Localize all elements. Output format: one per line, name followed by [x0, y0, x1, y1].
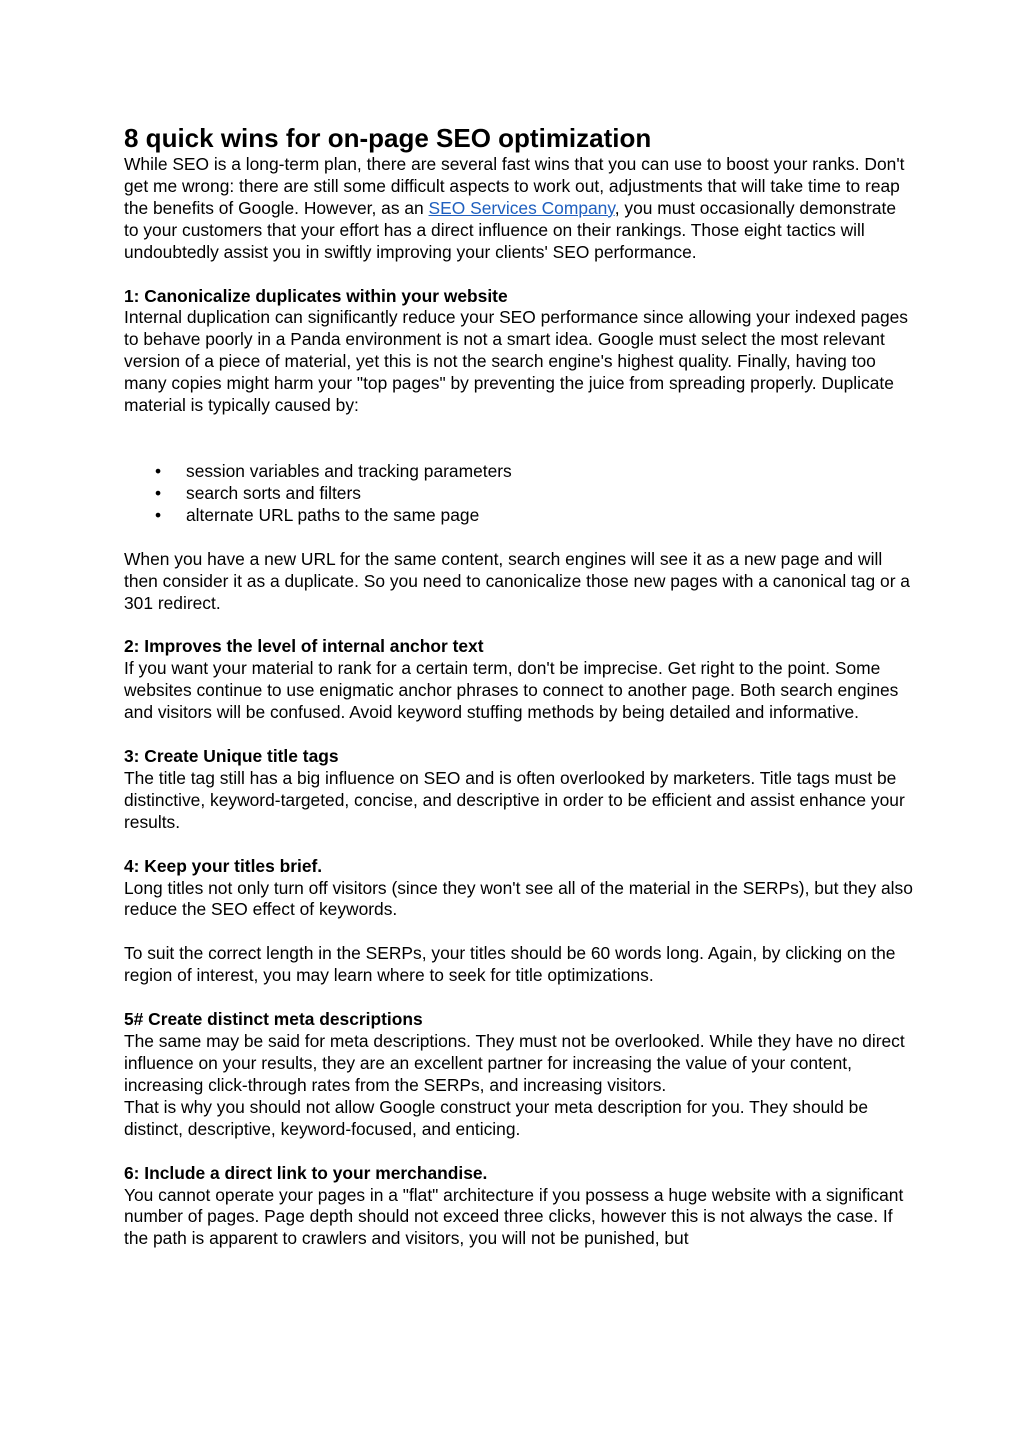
section-5-body: The same may be said for meta descriptions. They must not be overlooked. While they have no direct influence on your results, they are an excellent partner for increasing the value of your content, increasing click-through rates from the SERPs, and increasing visitors. [124, 1031, 905, 1095]
section-2-heading: 2: Improves the level of internal anchor text [124, 636, 484, 657]
list-item-text: session variables and tracking parameters [186, 460, 512, 481]
intro-text-after: , you must occasionally demonstrate to your customers that your effort has a direct influence on their rankings. Those eight tactics will undoubtedly assist you in swiftly improving your clients' SEO performance. [124, 197, 897, 262]
section-4-heading: 4: Keep your titles brief. [124, 855, 323, 876]
spacer [124, 724, 914, 746]
section-4-body-2: To suit the correct length in the SERPs, your titles should be 60 words long. Again, by clicking on the region of interest, you may learn where to seek for title optimizations. [124, 943, 896, 986]
section-4-body: Long titles not only turn off visitors (since they won't see all of the material in the SERPs), but they also reduce the SEO effect of keywords. [124, 877, 913, 920]
section-1-after-list: When you have a new URL for the same content, search engines will see it as a new page and will then consider it as a duplicate. So you need to canonicalize those new pages with a canonical tag or a 301 redirect. [124, 548, 910, 613]
intro-paragraph [124, 154, 914, 264]
spacer [124, 264, 914, 286]
bullet-icon: • [155, 482, 162, 503]
bullet-icon: • [155, 504, 162, 525]
section-2-body: If you want your material to rank for a certain term, don't be imprecise. Get right to the point. Some websites continue to use enigmatic anchor phrases to connect to another page. Both search engines and visitors will be confused. Avoid keyword stuffing methods by being detailed and informative. [124, 658, 899, 723]
section-1-body: Internal duplication can significantly reduce your SEO performance since allowing your indexed pages to behave poorly in a Panda environment is not a smart idea. Google must select the most relevant version of a piece of material, yet this is not the search engine's highest quality. Finally, having too many copies might harm your "top pages" by preventing the juice from spreading properly. Duplicate material is typically caused by: [124, 307, 908, 416]
section-1-heading: 1: Canonicalize duplicates within your website [124, 285, 508, 306]
seo-services-company-link[interactable]: SEO Services Company [428, 197, 615, 218]
section-5-heading: 5# Create distinct meta descriptions [124, 1009, 423, 1030]
list-item-text: alternate URL paths to the same page [186, 504, 480, 525]
spacer [124, 987, 914, 1009]
section-6-body: You cannot operate your pages in a "flat" architecture if you possess a huge website with a significant number of pages. Page depth should not exceed three clicks, however this is not always the case. If the path is apparent to crawlers and visitors, you will not be punished, but [124, 1184, 904, 1249]
spacer [124, 921, 914, 943]
spacer [124, 417, 914, 461]
intro-text-before: While SEO is a long-term plan, there are several fast wins that you can use to boost your ranks. Don't get me wrong: there are still some difficult aspects to work out, adjustments that will take time to reap the benefits of Google. However, as an [124, 154, 905, 218]
bullet-icon: • [155, 460, 162, 481]
list-item [155, 504, 914, 527]
spacer [124, 614, 914, 636]
page-title: 8 quick wins for on-page SEO optimization [124, 123, 652, 153]
spacer [124, 527, 914, 549]
list-item-text: search sorts and filters [186, 482, 361, 503]
section-3-body: The title tag still has a big influence on SEO and is often overlooked by marketers. Title tags must be distinctive, keyword-targeted, concise, and descriptive in order to be efficient and assist enhance your results. [124, 767, 905, 832]
list-item [155, 460, 914, 483]
section-3-heading: 3: Create Unique title tags [124, 746, 339, 767]
duplicate-causes-list [124, 461, 914, 527]
spacer [124, 1141, 914, 1163]
section-5-body-2: That is why you should not allow Google construct your meta description for you. They should be distinct, descriptive, keyword-focused, and enticing. [124, 1096, 869, 1139]
document-page [124, 122, 914, 1250]
section-6-heading: 6: Include a direct link to your merchandise. [124, 1162, 488, 1183]
spacer [124, 834, 914, 856]
list-item [155, 482, 914, 505]
